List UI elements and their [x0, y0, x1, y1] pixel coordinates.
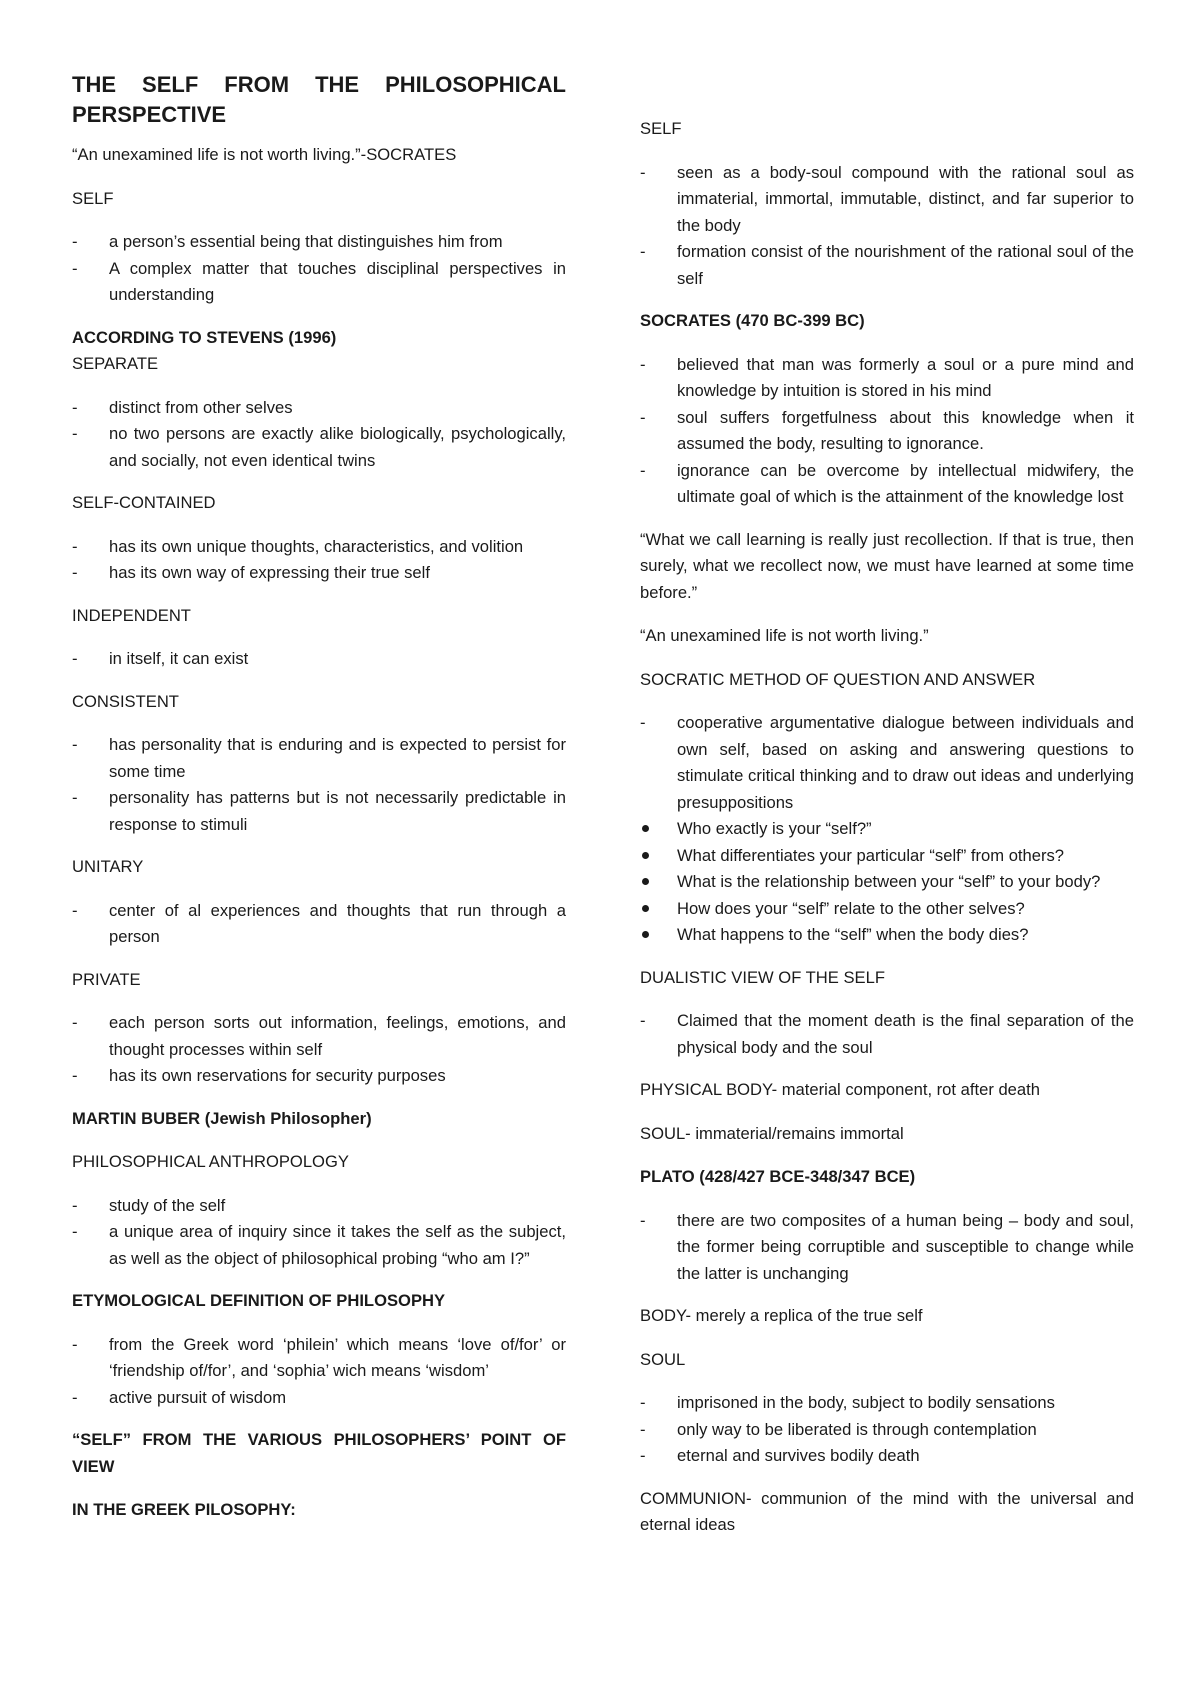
- list-item: - believed that man was formerly a soul or a pure mind and knowledge by intuition is stored in his mind: [640, 354, 1134, 400]
- subheading-private: PRIVATE: [72, 969, 141, 989]
- soul-definition: SOUL- immaterial/remains immortal: [640, 1123, 904, 1143]
- bullet-icon: [642, 852, 649, 859]
- bullet-icon: [642, 905, 649, 912]
- subheading-self-contained: SELF-CONTAINED: [72, 493, 216, 512]
- list-item: - personality has patterns but is not necessarily predictable in response to stimuli: [72, 788, 566, 834]
- subheading-soul: SOUL: [640, 1349, 686, 1369]
- section-heading-etymology: ETYMOLOGICAL DEFINITION OF PHILOSOPHY: [72, 1291, 446, 1310]
- list-item: - no two persons are exactly alike biologically, psychologically, and socially, not even identical twins: [72, 424, 566, 470]
- etymology-list: [72, 1332, 566, 1412]
- list-item: - has personality that is enduring and is expected to persist for some time: [72, 735, 566, 781]
- section-heading-stevens: ACCORDING TO STEVENS (1996): [72, 327, 337, 347]
- socrates-list: [640, 352, 1134, 511]
- list-item: - formation consist of the nourishment of the rational soul of the self: [640, 242, 1134, 288]
- private-list: [72, 1010, 566, 1090]
- bullet-icon: [642, 931, 649, 938]
- right-column: [640, 116, 1134, 1556]
- list-item: - soul suffers forgetfulness about this knowledge when it assumed the body, resulting to ignorance.: [640, 407, 1134, 453]
- socrates-quote-recollection: “What we call learning is really just recollection. If that is true, then surely, what we recollect now, we must have learned at some time before.”: [640, 529, 1134, 602]
- list-item: - A complex matter that touches disciplinal perspectives in understanding: [72, 258, 566, 304]
- question-item: What is the relationship between your “self” to your body?: [640, 869, 1134, 896]
- subheading-independent: INDEPENDENT: [72, 605, 191, 625]
- list-item: - active pursuit of wisdom: [72, 1387, 287, 1407]
- consistent-list: [72, 732, 566, 838]
- greek-self-list: [640, 160, 1134, 293]
- list-item: - a person’s essential being that distinguishes him from: [72, 232, 503, 251]
- section-heading-socrates: SOCRATES (470 BC-399 BC): [640, 311, 865, 330]
- question-item: What happens to the “self” when the body dies?: [640, 922, 1134, 949]
- list-item: - Claimed that the moment death is the final separation of the physical body and the soul: [640, 1011, 1134, 1057]
- section-heading-plato: PLATO (428/427 BCE-348/347 BCE): [640, 1167, 916, 1186]
- list-item: - has its own reservations for security purposes: [72, 1066, 446, 1085]
- list-item: - distinct from other selves: [72, 397, 293, 417]
- list-item: - a unique area of inquiry since it takes the self as the subject, as well as the object of philosophical probing “who am I?”: [72, 1222, 566, 1268]
- list-item: - study of the self: [72, 1195, 226, 1215]
- subheading-unitary: UNITARY: [72, 857, 144, 876]
- list-item: - ignorance can be overcome by intellectual midwifery, the ultimate goal of which is the attainment of the knowledge lost: [640, 460, 1134, 506]
- list-item: - has its own way of expressing their true self: [72, 563, 430, 582]
- physical-body-definition: PHYSICAL BODY- material component, rot after death: [640, 1080, 1040, 1099]
- left-column: [72, 70, 566, 1541]
- list-item: - from the Greek word ‘philein’ which means ‘love of/for’ or ‘friendship of/for’, and ‘sophia’ wich means ‘wisdom’: [72, 1334, 566, 1380]
- section-heading-various-philosophers: “SELF” FROM THE VARIOUS PHILOSOPHERS’ POINT OF VIEW: [72, 1430, 566, 1476]
- socrates-epigraph: “An unexamined life is not worth living.”-SOCRATES: [72, 145, 457, 164]
- plato-soul-list: [640, 1390, 1134, 1470]
- question-item: Who exactly is your “self?”: [640, 816, 1134, 843]
- socrates-quote-unexamined: “An unexamined life is not worth living.”: [640, 626, 929, 645]
- body-definition: BODY- merely a replica of the true self: [640, 1306, 923, 1325]
- bullet-icon: [642, 878, 649, 885]
- bullet-icon: [642, 825, 649, 832]
- list-item: - eternal and survives bodily death: [640, 1446, 920, 1465]
- list-item: - imprisoned in the body, subject to bodily sensations: [640, 1393, 1055, 1412]
- self-contained-list: [72, 534, 566, 587]
- subheading-consistent: CONSISTENT: [72, 691, 179, 711]
- list-item: - each person sorts out information, feelings, emotions, and thought processes within self: [72, 1013, 566, 1059]
- section-heading-greek: IN THE GREEK PILOSOPHY:: [72, 1500, 296, 1519]
- subheading-separate: SEPARATE: [72, 354, 159, 373]
- self-list: [72, 229, 566, 309]
- list-item: - seen as a body-soul compound with the rational soul as immaterial, immortal, immutable, distinct, and far superior to the body: [640, 162, 1134, 235]
- plato-list: [640, 1208, 1134, 1288]
- independent-list: [72, 646, 566, 673]
- list-item: - cooperative argumentative dialogue between individuals and own self, based on asking and answering questions to stimulate critical thinking and to draw out ideas and underlying presuppositions: [640, 713, 1134, 812]
- subheading-anthropology: PHILOSOPHICAL ANTHROPOLOGY: [72, 1152, 349, 1171]
- section-heading-socratic-method: SOCRATIC METHOD OF QUESTION AND ANSWER: [640, 669, 1036, 689]
- page-title: THE SELF FROM THE PHILOSOPHICAL PERSPECTIVE: [72, 72, 566, 127]
- section-heading-self-greek: SELF: [640, 119, 682, 138]
- section-heading-self: SELF: [72, 188, 114, 208]
- dualistic-list: [640, 1008, 1134, 1061]
- list-item: - there are two composites of a human being – body and soul, the former being corruptible and susceptible to change while the latter is unchanging: [640, 1210, 1134, 1283]
- section-heading-dualistic: DUALISTIC VIEW OF THE SELF: [640, 967, 885, 987]
- communion-definition: COMMUNION- communion of the mind with the universal and eternal ideas: [640, 1488, 1134, 1534]
- list-item: - only way to be liberated is through contemplation: [640, 1419, 1037, 1439]
- separate-list: [72, 395, 566, 475]
- list-item: - center of al experiences and thoughts that run through a person: [72, 900, 566, 946]
- unitary-list: [72, 898, 566, 951]
- anthropology-list: [72, 1193, 566, 1273]
- section-heading-buber: MARTIN BUBER (Jewish Philosopher): [72, 1108, 372, 1128]
- question-item: What differentiates your particular “self” from others?: [640, 843, 1134, 870]
- question-item: How does your “self” relate to the other selves?: [640, 896, 1134, 923]
- socratic-method-list: [640, 710, 1134, 949]
- list-item: - in itself, it can exist: [72, 649, 249, 668]
- list-item: - has its own unique thoughts, characteristics, and volition: [72, 536, 524, 556]
